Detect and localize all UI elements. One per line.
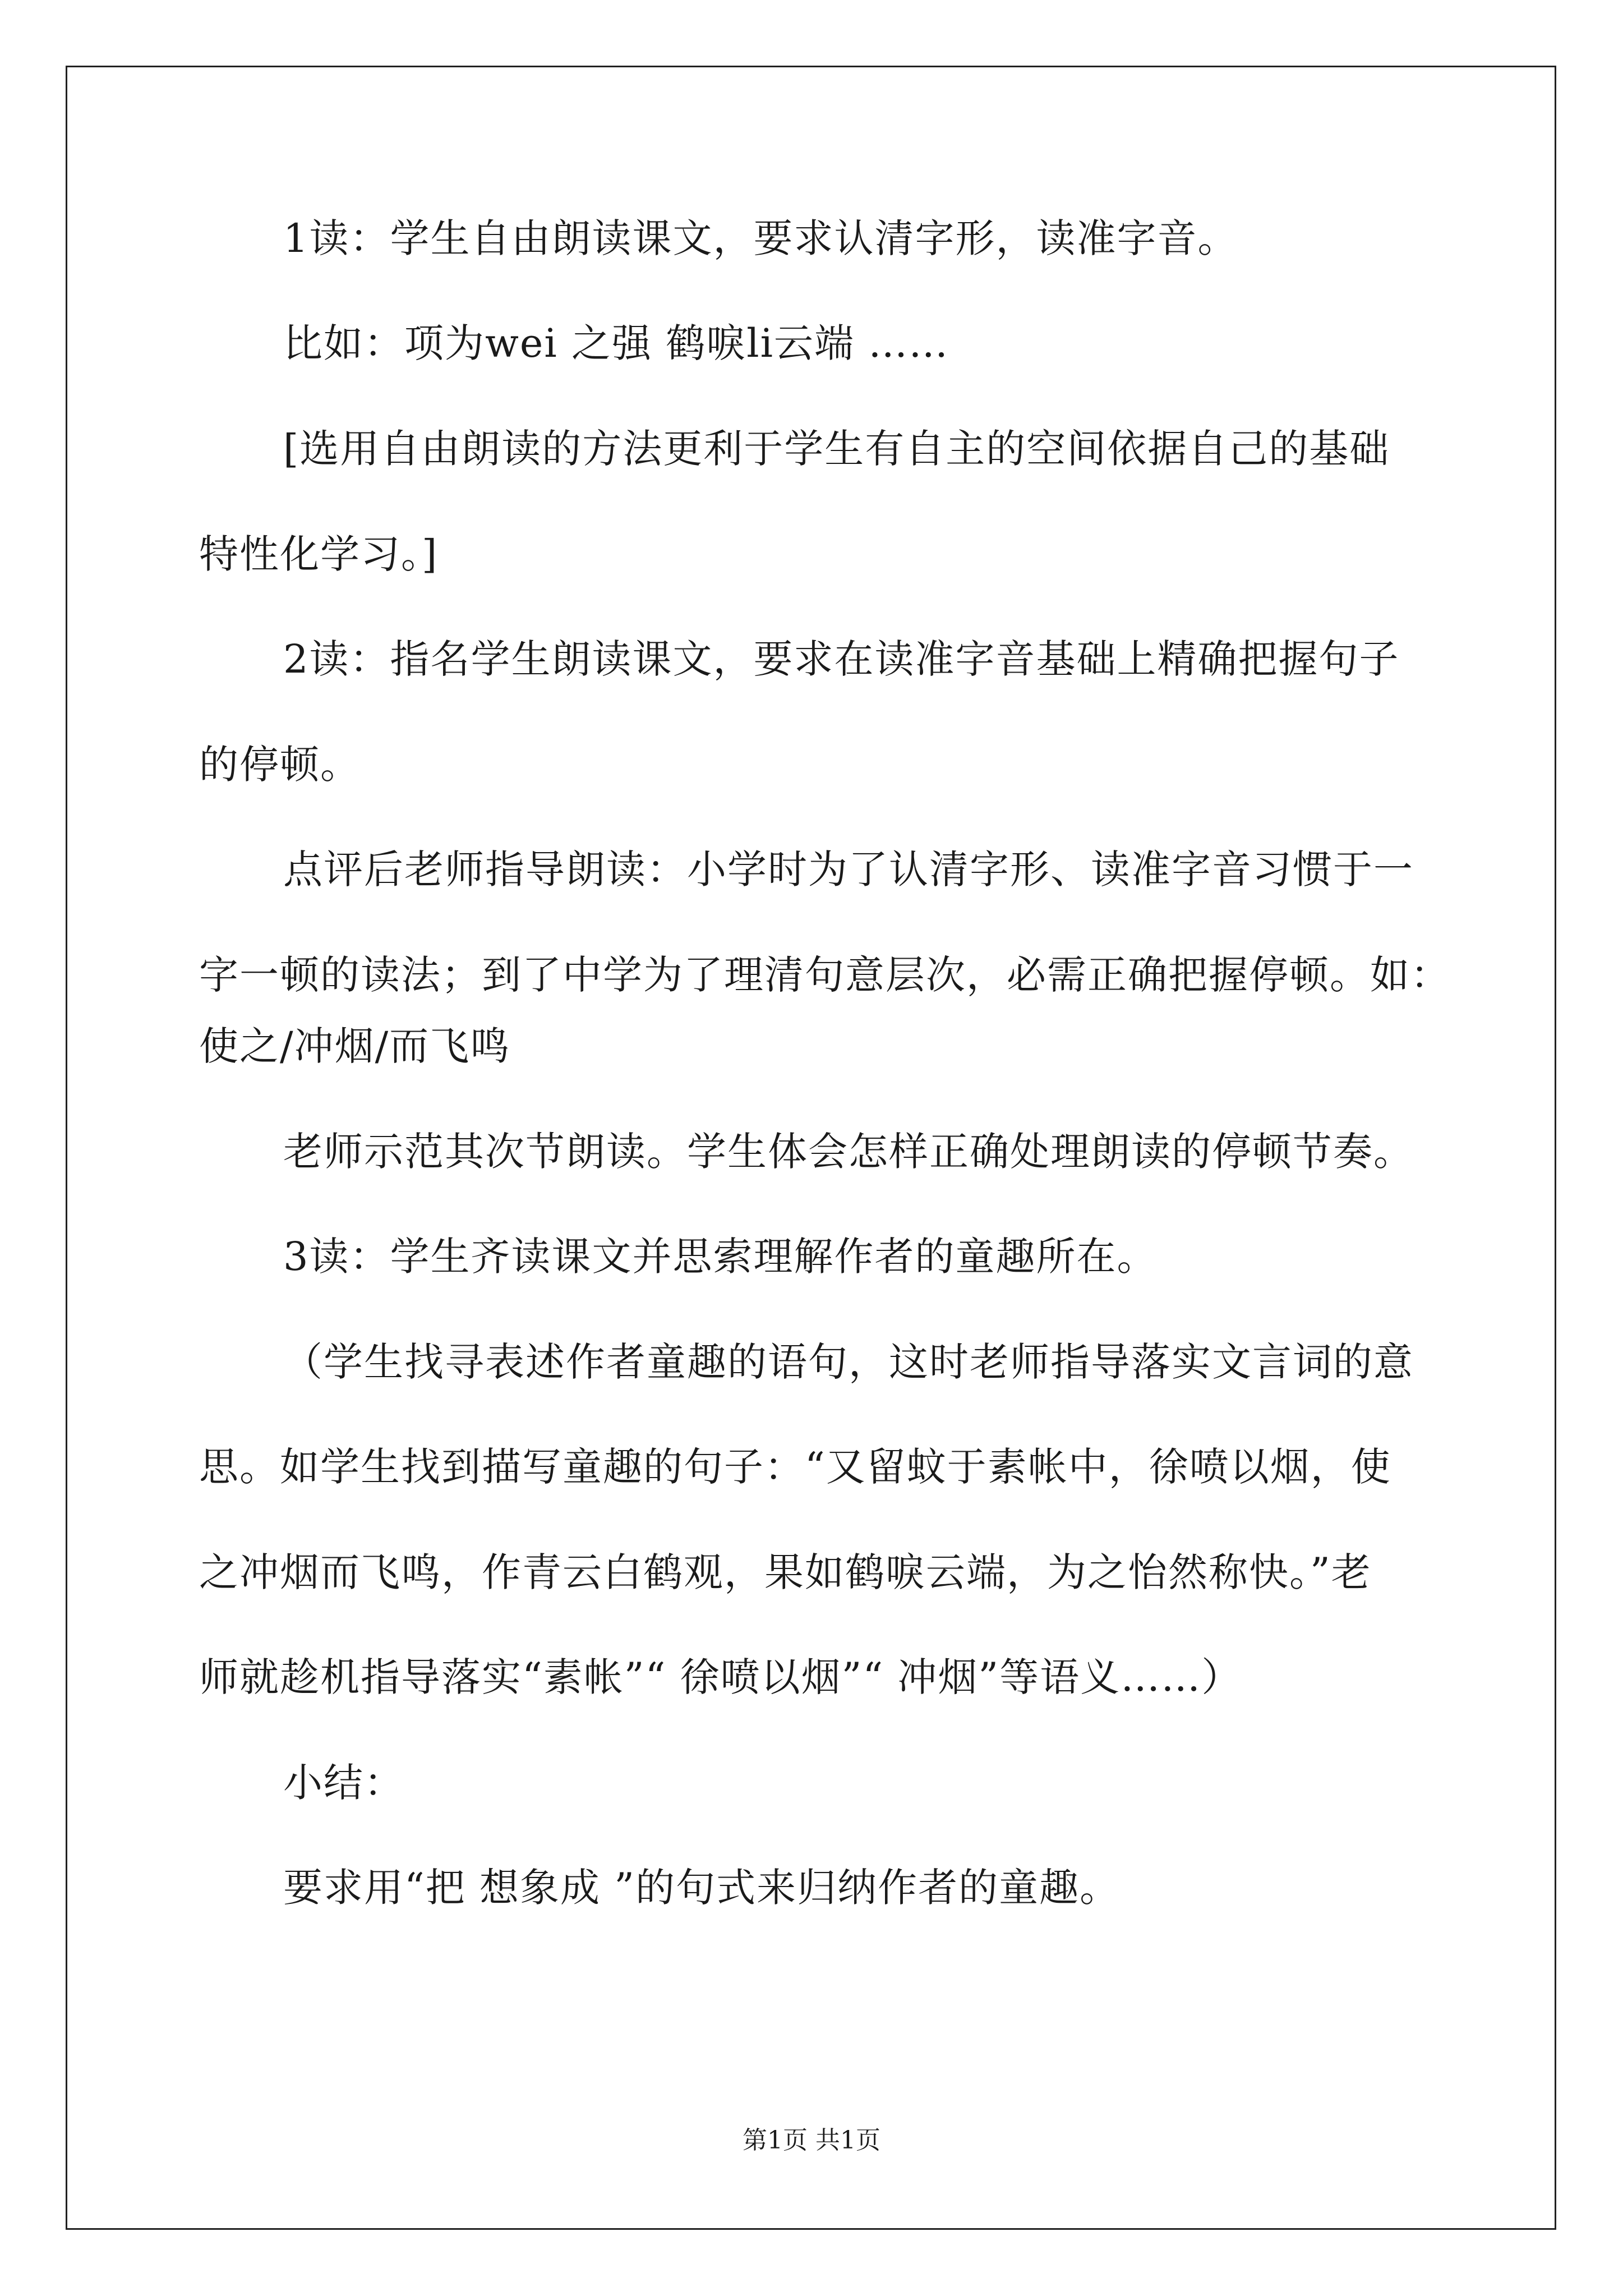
paragraph-example: 比如：项为wei 之强 鹤唳li云端 …… bbox=[283, 320, 949, 366]
paragraph-guidance-line-2: 字一顿的读法；到了中学为了理清句意层次，必需正确把握停顿。如： bbox=[199, 952, 1451, 998]
paragraph-note-line-1: [选用自由朗读的方法更利于学生有自主的空间依据自己的基础 bbox=[283, 426, 1390, 472]
summary-heading: 小结： bbox=[283, 1760, 404, 1806]
paragraph-reading-2-line-1: 2读：指名学生朗读课文，要求在读准字音基础上精确把握句子 bbox=[283, 636, 1400, 682]
paragraph-activity-line-4: 师就趁机指导落实“素帐”“ 徐喷以烟”“ 冲烟”等语义……） bbox=[199, 1654, 1242, 1700]
paragraph-note-line-2: 特性化学习。] bbox=[199, 531, 439, 577]
summary-text: 要求用“把 想象成 ”的句式来归纳作者的童趣。 bbox=[283, 1865, 1121, 1911]
paragraph-reading-1: 1读：学生自由朗读课文，要求认清字形，读准字音。 bbox=[283, 215, 1238, 261]
paragraph-activity-line-3: 之冲烟而飞鸣，作青云白鹤观，果如鹤唳云端，为之怡然称快。”老 bbox=[199, 1549, 1372, 1595]
paragraph-activity-line-1: （学生找寻表述作者童趣的语句，这时老师指导落实文言词的意 bbox=[283, 1339, 1414, 1385]
paragraph-guidance-line-3: 使之/冲烟/而飞鸣 bbox=[199, 1023, 511, 1069]
paragraph-reading-3: 3读：学生齐读课文并思索理解作者的童趣所在。 bbox=[283, 1234, 1158, 1280]
paragraph-reading-2-line-2: 的停顿。 bbox=[199, 742, 361, 788]
paragraph-demo: 老师示范其次节朗读。学生体会怎样正确处理朗读的停顿节奏。 bbox=[283, 1129, 1414, 1175]
paragraph-activity-line-2: 思。如学生找到描写童趣的句子：“又留蚊于素帐中，徐喷以烟，使 bbox=[199, 1444, 1391, 1490]
paragraph-guidance-line-1: 点评后老师指导朗读：小学时为了认清字形、读准字音习惯于一 bbox=[283, 846, 1414, 892]
page-footer: 第1页 共1页 bbox=[743, 2126, 880, 2155]
